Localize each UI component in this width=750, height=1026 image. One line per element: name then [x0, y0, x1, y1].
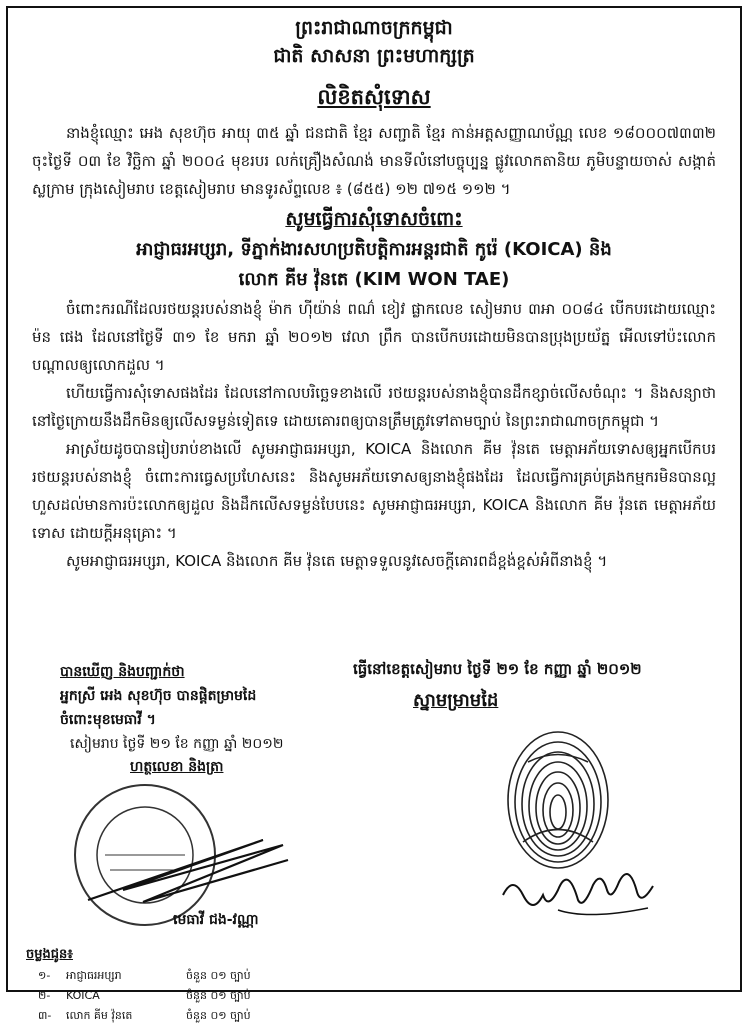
copy-recipient: KOICA [66, 989, 100, 1002]
document-title [8, 84, 740, 115]
place-date: ធ្វើនៅខេត្តសៀមរាប ថ្ងៃទី ២១ ខែ កញ្ញា ឆ្នាំ ២០១២ [353, 660, 642, 678]
lawyer-name: មេធាវី ជង-វណ្ណា [173, 912, 259, 928]
copy-quantity: ចំនួន ០១ ច្បាប់ [186, 989, 251, 1002]
seal-label: ហត្ថលេខា និងត្រា [130, 759, 224, 775]
copy-number: ១- [38, 969, 51, 982]
copy-recipient: លោក គីម វ៉ុនតេ [66, 1009, 133, 1022]
copy-item [38, 986, 318, 1006]
signature-area [8, 660, 740, 1022]
copy-number: ២- [38, 989, 51, 1002]
lawyer-signature-image [83, 830, 293, 910]
copies-heading: ចម្លងជូន៖ [26, 947, 73, 962]
document-page [6, 6, 742, 1022]
certification-date: សៀមរាប ថ្ងៃទី ២១ ខែ កញ្ញា ឆ្នាំ ២០១២ [70, 736, 284, 752]
paragraph-2: ហើយធ្វើការសុំទោសផងដែរ ដែលនៅកាលបរិច្ឆេទខាងលើ រថយន្តរបស់នាងខ្ញុំបានដឹកខ្សាច់លើសចំណុះ ។ និងសន្យាថា នៅថ្ងៃក្រោយនឹងដឹកមិនឲ្យលើសទម្ងន់ទៀតទេ ដោយគោរពឲ្យបានត្រឹមត្រូវទៅតាមច្បាប់ នៃព្រះរាជាណាចក្រកម្ពុជា ។ [32, 384, 716, 430]
copy-quantity: ចំនួន ០១ ច្បាប់ [186, 1009, 251, 1022]
certification-line-1: បានឃើញ និងបញ្ជាក់ថា [60, 664, 185, 680]
copies-list [38, 966, 318, 1026]
intro-paragraph: នាងខ្ញុំឈ្មោះ អេង សុខហ៊ុច អាយុ ៣៥ ឆ្នាំ ជនជាតិ ខ្មែរ សញ្ជាតិ ខ្មែរ កាន់អត្តសញ្ញាណប័ណ្ណ លេខ ១៨០០០៧៣៣២ ចុះថ្ងៃទី ០៣ ខែ វិច្ឆិកា ឆ្នាំ ២០០៤ មុខរបរ លក់គ្រឿងសំណង់ មានទីលំនៅបច្ចុប្បន្ន ផ្លូវលោកតានិយ ភូមិបន្ទាយចាស់ សង្កាត់ស្លក្រាម ក្រុងសៀមរាប ខេត្តសៀមរាប មានទូរស័ព្ទលេខ ៖ (៨៥៥) ១២ ៧១៥ ១១២ ។ [32, 124, 716, 198]
copy-recipient: អាជ្ញាធរអប្សរា [66, 969, 122, 982]
copy-number: ៣- [38, 1009, 52, 1022]
certification-line-3: ចំពោះមុខមេធាវី ។ [60, 712, 156, 728]
thumbprint-image [503, 722, 613, 872]
paragraph-3: អាស្រ័យដូចបានរៀបរាប់ខាងលើ សូមអាជ្ញាធរអប្សរា, KOICA និងលោក គីម វ៉ុនតេ មេត្តាអភ័យទោសឲ្យអ្នកបើកបររថយន្តរបស់នាងខ្ញុំ ចំពោះការធ្វេសប្រហែសនេះ និងសូមអភ័យទោសឲ្យនាងខ្ញុំផងដែរ ដែលធ្វើការគ្រប់គ្រងកម្មករមិនបានល្អ ហួសដល់មានការប៉ះលោកឲ្យដួល និងដឹកលើសទម្ងន់បែបនេះ សូមអាជ្ញាធរអប្សរា, KOICA និងលោក គីម វ៉ុនតេ មេត្តាអភ័យទោស ដោយក្តីអនុគ្រោះ ។ [32, 440, 716, 542]
copy-item [38, 966, 318, 986]
certification-block [60, 660, 370, 778]
kingdom-heading: ព្រះរាជាណាចក្រកម្ពុជា [295, 17, 453, 39]
copy-quantity: ចំនួន ០១ ច្បាប់ [186, 969, 251, 982]
certification-line-2: អ្នកស្រី អេង សុខហ៊ុច បានផ្តិតម្រាមដៃ [60, 688, 257, 704]
copy-item [38, 1006, 318, 1026]
document-title-text: លិខិតសុំទោស [317, 85, 431, 109]
national-motto: ជាតិ សាសនា ព្រះមហាក្សត្រ [273, 45, 475, 67]
apology-heading-text: សូមធ្វើការសុំទោសចំពោះ [285, 208, 463, 230]
recipient-line-1: អាជ្ញាធរអប្សរា, ទីភ្នាក់ងារសហប្រតិបត្តិការអន្តរជាតិ កូរ៉េ (KOICA) និង [136, 239, 612, 260]
signature-image [498, 860, 668, 930]
paragraph-4: សូមអាជ្ញាធរអប្សរា, KOICA និងលោក គីម វ៉ុនតេ មេត្តាទទួលនូវសេចក្តីគោរពដ៏ខ្ពង់ខ្ពស់អំពីនាងខ្ញុំ ។ [66, 552, 608, 570]
apology-heading [8, 207, 740, 235]
recipient-line-2: លោក គីម វ៉ុនតេ (KIM WON TAE) [238, 269, 510, 290]
thumbprint-caption: ស្នាមម្រាមដៃ [413, 690, 499, 711]
paragraph-1: ចំពោះករណីដែលរថយន្តរបស់នាងខ្ញុំ ម៉ាក ហ៊ីយ៉ាន់ ពណ៌ ខៀវ ផ្លាកលេខ សៀមរាប ៣អា ០០៨៤ បើកបរដោយឈ្មោះ ម៉ន ផេង ដែលនៅថ្ងៃទី ៣១ ខែ មករា ឆ្នាំ ២០១២ វេលា ព្រឹក បានបើកបរដោយមិនបានប្រុងប្រយ័ត្ន អើលទៅប៉ះលោក បណ្តាលឲ្យលោកដួល ។ [32, 300, 716, 374]
